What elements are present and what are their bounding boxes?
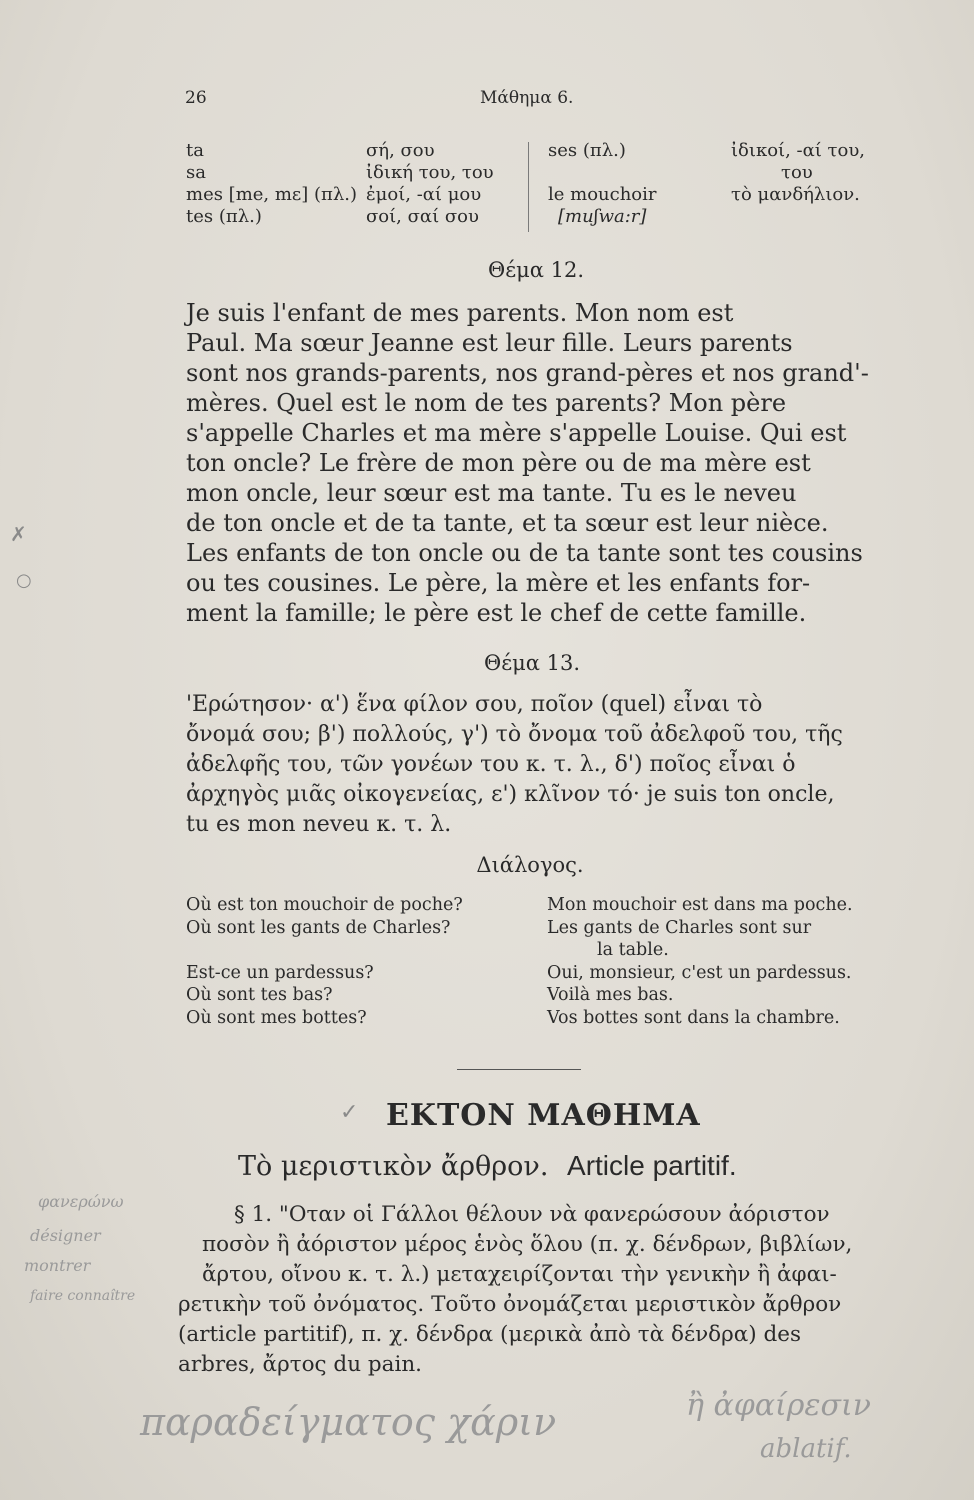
text-line: Les enfants de ton oncle ou de ta tante sont tes cousins (186, 539, 863, 567)
vocab-cell: sa (186, 162, 206, 183)
theme-12-text (186, 298, 884, 628)
vocab-cell: tes (πλ.) (186, 206, 262, 227)
vocab-column-french-2 (548, 140, 718, 228)
text-line: arbres, ἄρτος du pain. (178, 1352, 423, 1377)
cross-mark-icon: ✗ (10, 522, 27, 546)
dialogue-line: Mon mouchoir est dans ma poche. (547, 895, 853, 915)
handwritten-note: παραδείγματος χάριν (140, 1400, 557, 1444)
vocab-cell: σοί, σαί σου (366, 206, 479, 227)
dialogue-line: Voilà mes bas. (547, 985, 674, 1005)
text-line: ment la famille; le père est le chef de cette famille. (186, 599, 807, 627)
vocab-column-greek-1 (366, 140, 526, 228)
text-line: ρετικὴν τοῦ ὀνόματος. Τοῦτο ὀνομάζεται μεριστικὸν ἄρθρον (178, 1292, 842, 1317)
text-line: Je suis l'enfant de mes parents. Mon nom est (186, 299, 734, 327)
text-line: ἀδελφῆς του, τῶν γονέων του κ. τ. λ., δ') ποῖος εἶναι ὁ (186, 752, 796, 777)
dialogue-answers (547, 894, 883, 1029)
text-line: s'appelle Charles et ma mère s'appelle Louise. Qui est (186, 419, 847, 447)
lesson-subtitle (238, 1150, 737, 1182)
text-line: § 1. "Οταν οἱ Γάλλοι θέλουν νὰ φανερώσουν ἀόριστον (234, 1202, 830, 1227)
margin-note-line: φανερώνω (38, 1192, 124, 1211)
vocab-cell: le mouchoir (548, 184, 657, 205)
vocab-cell: τὸ μανδήλιον. (731, 184, 860, 205)
text-line: (article partitif), π. χ. δένδρα (μερικὰ ἀπὸ τὰ δένδρα) des (178, 1322, 801, 1347)
theme-13-text (186, 690, 884, 840)
dialogue-line: Où sont mes bottes? (186, 1007, 367, 1028)
margin-note-line: désigner (30, 1226, 101, 1245)
text-line: ποσὸν ἢ ἀόριστον μέρος ἑνὸς ὅλου (π. χ. δένδρων, βιβλίων, (202, 1232, 853, 1257)
section-divider (457, 1069, 581, 1070)
text-line: ἄρτου, οἴνου κ. τ. λ.) μεταχειρίζονται τὴν γενικὴν ἢ ἀφαι- (202, 1262, 837, 1287)
dialogue-line: Vos bottes sont dans la chambre. (547, 1007, 840, 1028)
dialogue-line: la table. (597, 940, 669, 960)
vocab-column-french-1 (186, 140, 366, 228)
lesson-text (178, 1200, 884, 1380)
dialogue-line: Où sont tes bas? (186, 985, 333, 1005)
dialogue-line (186, 939, 526, 962)
page-number: 26 (185, 88, 207, 108)
dialogue-line: Les gants de Charles sont sur (547, 917, 812, 938)
text-line: Paul. Ma sœur Jeanne est leur fille. Leurs parents (186, 329, 793, 357)
vocab-column-greek-2 (731, 140, 891, 206)
column-divider (528, 142, 529, 232)
text-line: ἀρχηγὸς μιᾶς οἰκογενείας, ε') κλῖνον τό· je suis ton oncle, (186, 782, 835, 807)
dialogue-line: Où est ton mouchoir de poche? (186, 895, 463, 915)
dialogue-questions (186, 894, 526, 1029)
text-line: de ton oncle et de ta tante, et ta sœur est leur nièce. (186, 509, 829, 537)
running-title: Μάθημα 6. (480, 88, 574, 108)
text-line: 'Ερώτησον· α') ἕνα φίλον σου, ποῖον (quel) εἶναι τὸ (186, 692, 763, 717)
text-line: mon oncle, leur sœur est ma tante. Tu es le neveu (186, 479, 797, 507)
vocab-cell: του (781, 162, 813, 183)
vocab-cell: mes [me, mɛ] (πλ.) (186, 184, 358, 205)
dialogue-line: Est-ce un pardessus? (186, 962, 374, 983)
check-mark-icon: ✓ (340, 1100, 359, 1125)
subtitle-greek: Τὸ μεριστικὸν ἄρθρον. (238, 1151, 549, 1182)
lesson-title: ΕΚΤΟΝ ΜΑΘΗΜΑ (386, 1098, 701, 1133)
text-line: mères. Quel est le nom de tes parents? Mon père (186, 389, 787, 417)
handwritten-note: ἢ ἀφαίρεσιν (686, 1388, 872, 1423)
subtitle-french: Article partitif. (567, 1150, 737, 1181)
vocab-cell: ἰδικοί, -αί του, (731, 140, 866, 161)
text-line: sont nos grands-parents, nos grand-pères et nos grand'- (186, 359, 869, 387)
margin-note-line: montrer (24, 1256, 91, 1275)
dialogue-heading: Διάλογος. (476, 853, 584, 877)
margin-note-line: faire connaître (30, 1288, 136, 1304)
vocab-cell: ἰδική του, του (366, 162, 494, 183)
text-line: tu es mon neveu κ. τ. λ. (186, 812, 452, 837)
dialogue-line: Oui, monsieur, c'est un pardessus. (547, 962, 852, 983)
vocab-cell: ses (πλ.) (548, 140, 626, 161)
vocab-cell (548, 162, 718, 184)
theme-13-heading: Θέμα 13. (484, 651, 580, 675)
vocab-cell: ἐμοί, -αί μου (366, 184, 482, 205)
dialogue-line: Où sont les gants de Charles? (186, 917, 451, 938)
circle-mark-icon: ○ (16, 570, 32, 591)
handwritten-note: ablatif. (760, 1434, 852, 1464)
vocab-cell: σή, σου (366, 140, 435, 161)
text-line: ὄνομά σου; β') πολλούς, γ') τὸ ὄνομα τοῦ ἀδελφοῦ του, τῆς (186, 722, 843, 747)
vocab-cell: [muʃwa:r] (558, 206, 647, 227)
vocab-cell: ta (186, 140, 204, 161)
theme-12-heading: Θέμα 12. (488, 258, 584, 282)
text-line: ou tes cousines. Le père, la mère et les enfants for- (186, 569, 811, 597)
text-line: ton oncle? Le frère de mon père ou de ma mère est (186, 449, 811, 477)
